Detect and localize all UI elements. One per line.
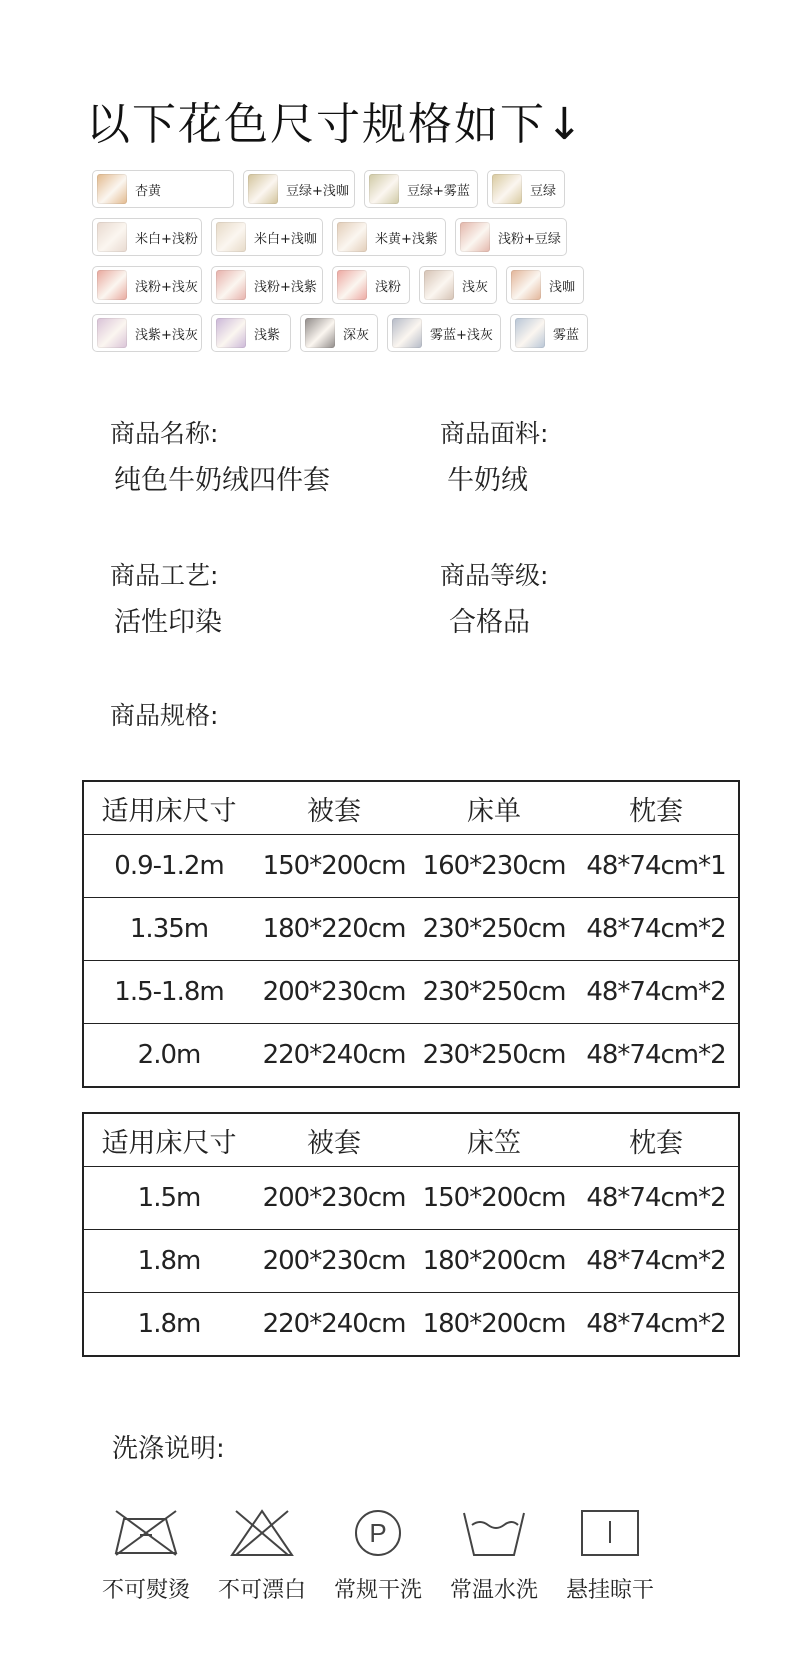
color-swatch[interactable] (387, 314, 501, 352)
swatch-label: 浅紫 (254, 327, 281, 343)
table-cell: 1.5m (137, 1183, 201, 1213)
table-cell: 180*200cm (422, 1309, 566, 1339)
swatch-label: 浅粉+豆绿 (498, 231, 561, 247)
swatch-label: 雾蓝+浅灰 (430, 327, 493, 343)
product-spec-label: 商品规格: (110, 701, 219, 730)
table-cell: 1.8m (137, 1309, 201, 1339)
product-craft-label: 商品工艺: (110, 561, 219, 590)
color-swatch[interactable] (332, 218, 446, 256)
swatch-label: 豆绿+浅咖 (286, 183, 349, 199)
swatch-thumbnail (216, 222, 246, 252)
color-swatch[interactable] (92, 266, 202, 304)
swatch-thumbnail (97, 174, 127, 204)
table-cell: 48*74cm*2 (586, 1246, 726, 1276)
no-bleach-icon (226, 1505, 298, 1561)
swatch-label: 浅咖 (549, 279, 576, 295)
swatch-thumbnail (97, 318, 127, 348)
size-table-fitted-sheet (82, 1112, 740, 1357)
color-swatch[interactable] (300, 314, 378, 352)
size-table-flat-sheet (82, 780, 740, 1088)
color-swatch[interactable] (506, 266, 584, 304)
product-fabric-value: 牛奶绒 (447, 465, 528, 496)
table-cell: 48*74cm*2 (586, 1040, 726, 1070)
table-cell: 2.0m (137, 1040, 201, 1070)
swatch-thumbnail (515, 318, 545, 348)
care-label: 不可熨烫 (101, 1578, 190, 1603)
care-instructions (86, 1505, 686, 1625)
column-header: 适用床尺寸 (101, 1127, 237, 1159)
column-header: 床笠 (467, 1127, 521, 1159)
color-swatch[interactable] (510, 314, 588, 352)
color-swatch[interactable] (364, 170, 478, 208)
product-name-label: 商品名称: (110, 419, 219, 448)
swatch-label: 杏黄 (135, 183, 162, 199)
swatch-label: 雾蓝 (553, 327, 580, 343)
table-cell: 48*74cm*2 (586, 977, 726, 1007)
table-row (84, 897, 738, 960)
color-swatch[interactable] (211, 314, 291, 352)
swatch-thumbnail (492, 174, 522, 204)
swatch-thumbnail (460, 222, 490, 252)
color-swatch[interactable] (487, 170, 565, 208)
swatch-thumbnail (248, 174, 278, 204)
table-row (84, 960, 738, 1023)
swatch-thumbnail (392, 318, 422, 348)
swatch-label: 米白+浅咖 (254, 231, 317, 247)
swatch-thumbnail (216, 270, 246, 300)
table-cell: 1.35m (129, 914, 209, 944)
color-swatch-grid (92, 170, 732, 362)
table-header-row (84, 1114, 738, 1166)
color-swatch[interactable] (92, 170, 234, 208)
swatch-thumbnail (511, 270, 541, 300)
care-item (202, 1505, 322, 1604)
care-item (318, 1505, 438, 1604)
swatch-label: 米白+浅粉 (135, 231, 198, 247)
color-swatch[interactable] (92, 218, 202, 256)
table-cell: 48*74cm*2 (586, 914, 726, 944)
color-swatch[interactable] (332, 266, 410, 304)
no-iron-icon (110, 1505, 182, 1561)
table-cell: 48*74cm*1 (586, 851, 726, 881)
column-header: 适用床尺寸 (101, 795, 237, 827)
table-cell: 220*240cm (262, 1040, 406, 1070)
table-cell: 1.8m (137, 1246, 201, 1276)
table-row (84, 1229, 738, 1292)
table-cell: 150*200cm (422, 1183, 566, 1213)
care-title: 洗涤说明: (112, 1434, 225, 1464)
swatch-thumbnail (424, 270, 454, 300)
table-row (84, 834, 738, 897)
color-swatch[interactable] (211, 266, 323, 304)
swatch-row (92, 266, 732, 304)
care-label: 悬挂晾干 (565, 1578, 654, 1603)
swatch-label: 豆绿+雾蓝 (407, 183, 470, 199)
page-heading: 以下花色尺寸规格如下↓ (86, 99, 585, 150)
table-cell: 160*230cm (422, 851, 566, 881)
swatch-label: 浅粉+浅紫 (254, 279, 317, 295)
color-swatch[interactable] (211, 218, 323, 256)
care-item (550, 1505, 670, 1604)
table-cell: 150*200cm (262, 851, 406, 881)
table-cell: 180*200cm (422, 1246, 566, 1276)
column-header: 床单 (467, 795, 521, 827)
swatch-label: 深灰 (343, 327, 370, 343)
product-grade-label: 商品等级: (440, 561, 549, 590)
swatch-label: 浅紫+浅灰 (135, 327, 198, 343)
care-item (434, 1505, 554, 1604)
swatch-row (92, 314, 732, 352)
table-row (84, 1166, 738, 1229)
care-label: 常规干洗 (333, 1578, 422, 1603)
care-item (86, 1505, 206, 1604)
swatch-label: 米黄+浅紫 (375, 231, 438, 247)
table-cell: 0.9-1.2m (114, 851, 224, 881)
table-cell: 1.5-1.8m (114, 977, 224, 1007)
swatch-thumbnail (97, 270, 127, 300)
swatch-thumbnail (97, 222, 127, 252)
product-fabric-label: 商品面料: (440, 419, 549, 448)
column-header: 枕套 (629, 1127, 683, 1159)
table-cell: 180*220cm (262, 914, 406, 944)
product-grade-value: 合格品 (449, 607, 530, 638)
swatch-thumbnail (337, 222, 367, 252)
swatch-label: 浅灰 (462, 279, 489, 295)
swatch-row (92, 170, 732, 208)
swatch-thumbnail (216, 318, 246, 348)
column-header: 枕套 (629, 795, 683, 827)
table-row (84, 1023, 738, 1086)
color-swatch[interactable] (419, 266, 497, 304)
swatch-thumbnail (305, 318, 335, 348)
table-cell: 230*250cm (422, 914, 566, 944)
column-header: 被套 (307, 1127, 361, 1159)
product-name-value: 纯色牛奶绒四件套 (114, 465, 330, 496)
color-swatch[interactable] (243, 170, 355, 208)
swatch-row (92, 218, 732, 256)
table-cell: 230*250cm (422, 1040, 566, 1070)
dry-clean-p-icon (342, 1505, 414, 1561)
care-label: 常温水洗 (449, 1578, 538, 1603)
care-label: 不可漂白 (217, 1578, 306, 1603)
table-cell: 200*230cm (262, 977, 406, 1007)
table-cell: 200*230cm (262, 1183, 406, 1213)
swatch-label: 浅粉+浅灰 (135, 279, 198, 295)
table-cell: 220*240cm (262, 1309, 406, 1339)
swatch-thumbnail (337, 270, 367, 300)
color-swatch[interactable] (455, 218, 567, 256)
column-header: 被套 (307, 795, 361, 827)
swatch-label: 豆绿 (530, 183, 557, 199)
table-cell: 200*230cm (262, 1246, 406, 1276)
swatch-thumbnail (369, 174, 399, 204)
table-cell: 48*74cm*2 (586, 1183, 726, 1213)
warm-wash-icon (458, 1505, 530, 1561)
product-craft-value: 活性印染 (114, 607, 222, 638)
table-cell: 230*250cm (422, 977, 566, 1007)
table-cell: 48*74cm*2 (586, 1309, 726, 1339)
table-header-row (84, 782, 738, 834)
color-swatch[interactable] (92, 314, 202, 352)
svg-text:P: P (369, 1518, 387, 1548)
table-row (84, 1292, 738, 1355)
hang-dry-icon (574, 1505, 646, 1561)
swatch-label: 浅粉 (375, 279, 402, 295)
